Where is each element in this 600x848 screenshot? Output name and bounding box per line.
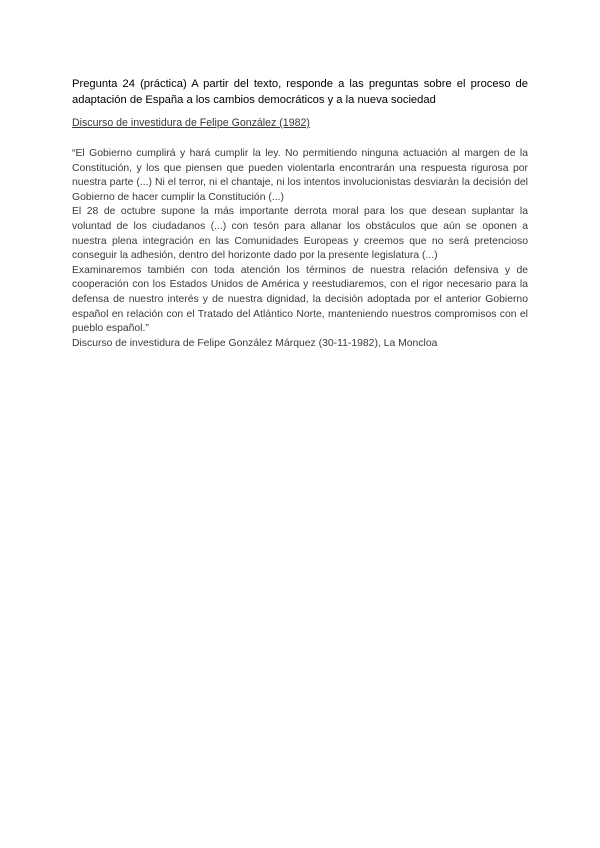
quote-paragraph-1: “El Gobierno cumplirá y hará cumplir la ley. No permitiendo ninguna actuación al margen de la Constitución, y los que piensen que pueden violentarla encontrarán una respuesta rigurosa por nuestra parte (...) Ni el terror, ni el chantaje, ni los intentos involucionistas desviarán la decisión del Gobierno de hacer cumplir la Constitución (...) xyxy=(72,148,528,203)
speech-quote xyxy=(72,147,528,337)
document-page xyxy=(72,76,528,351)
quote-paragraph-3: Examinaremos también con toda atención los términos de nuestra relación defensiva y de cooperación con los Estados Unidos de América y reestudiaremos, con el rigor necesario para la defensa de nuestro interés y de nuestra dignidad, la decisión adoptada por el anterior Gobierno español en relación con el Tratado del Atlántico Norte, manteniendo nuestros compromisos con el pueblo español.” xyxy=(72,264,528,335)
quote-source: Discurso de investidura de Felipe González Márquez (30-11-1982), La Moncloa xyxy=(72,337,438,349)
quote-paragraph-2: El 28 de octubre supone la más importante derrota moral para los que desean suplantar la voluntad de los ciudadanos (...) con tesón para allanar los obstáculos que aún se oponen a nuestra plena integración en las Comunidades Europeas y creemos que no será pretencioso conseguir la adhesión, dentro del horizonte dado por la presente legislatura (...) xyxy=(72,206,528,262)
question-heading: Pregunta 24 (práctica) A partir del texto, responde a las preguntas sobre el proceso de adaptación de España a los cambios democráticos y a la nueva sociedad xyxy=(72,78,528,106)
document-subtitle: Discurso de investidura de Felipe González (1982) xyxy=(72,117,310,129)
